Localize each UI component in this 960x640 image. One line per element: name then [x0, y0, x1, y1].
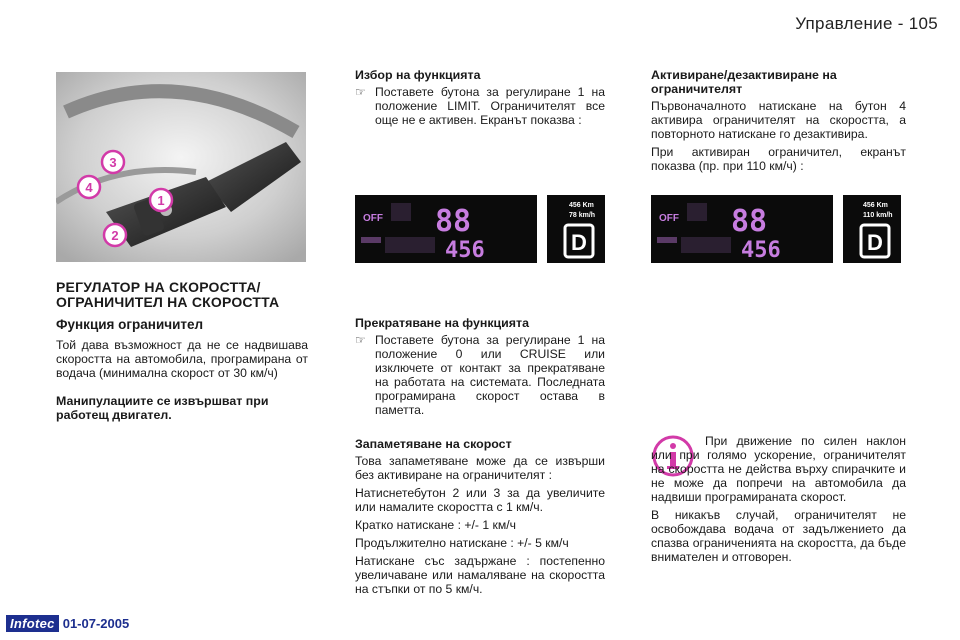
page-title: Управление - 105	[795, 14, 938, 33]
pointer-icon: ☞	[355, 333, 366, 347]
speed-digits: 88	[435, 204, 472, 239]
info-paragraph: В никакъв случай, ограничителят не освобождава водача от задължението да спазва ограниченията на скоростта, да бъде внимателен и отговорен.	[651, 508, 906, 564]
distance-digits: 456	[445, 238, 485, 263]
stalk-photo	[56, 72, 306, 262]
callout-2: 2	[111, 228, 119, 243]
heading-select: Избор на функцията	[355, 68, 481, 82]
lcd-side-1	[547, 195, 605, 263]
paragraph: Натискане със задържане : постепенно увеличаване или намаляване на скоростта на стъпки от по 5 км/ч.	[355, 554, 605, 596]
info-note	[651, 434, 906, 568]
column-middle-lower	[355, 316, 605, 600]
gear-indicator: D	[867, 230, 883, 255]
section-subtitle: Функция ограничител	[56, 317, 204, 332]
off-label: OFF	[363, 213, 383, 224]
section-title: РЕГУЛАТОР НА СКОРОСТТА/ ОГРАНИЧИТЕЛ НА СКОРОСТТА	[56, 279, 280, 310]
callout-1: 1	[157, 193, 165, 208]
column-right	[651, 68, 906, 177]
bullet-text: Поставете бутона за регулиране 1 на положение 0 или CRUISE или изключете от контакт за прекратяване на работата на системата. Последната програмирана скорост остава в паметта.	[375, 333, 605, 417]
limit-readout: 78 km/h	[569, 212, 596, 219]
paragraph: При активиран ограничител, екранът показва (пр. при 110 км/ч) :	[651, 145, 906, 173]
gear-indicator: D	[571, 230, 587, 255]
heading-stop: Прекратяване на функцията	[355, 316, 529, 330]
bullet-text: Поставете бутона за регулиране 1 на положение LIMIT. Ограничителят все още не е активен. Екранът показва :	[375, 85, 605, 127]
paragraph: Той дава възможност да не се надвишава скоростта на автомобила, програмирана от водача (минимална скорост от 30 км/ч)	[56, 338, 308, 380]
brand-logo: Infotec	[6, 615, 59, 632]
pointer-icon: ☞	[355, 85, 366, 99]
bullet-item	[355, 85, 605, 127]
range-readout: 456 Km	[863, 202, 888, 209]
column-left	[56, 280, 308, 425]
paragraph: Натиснетебутон 2 или 3 за да увеличите или намалите скоростта с 1 км/ч.	[355, 486, 605, 514]
note-heading: Манипулациите се извършват при работещ двигател.	[56, 394, 269, 422]
heading-memory: Запаметяване на скорост	[355, 437, 512, 451]
range-readout: 456 Km	[569, 202, 594, 209]
info-paragraph: При движение по силен наклон или при голямо ускорение, ограничителят на скоростта не действа върху спирачките и не може да попречи на автомобила да надвиши програмираната скорост.	[651, 434, 906, 504]
distance-digits: 456	[741, 238, 781, 263]
footer-date: 01-07-2005	[62, 616, 130, 631]
paragraph: Кратко натискане : +/- 1 км/ч	[355, 518, 516, 532]
lcd-side-2	[843, 195, 901, 263]
paragraph: Продължително натискане : +/- 5 км/ч	[355, 536, 569, 550]
paragraph: Това запаметяване може да се извърши без активиране на ограничителят :	[355, 454, 605, 482]
lcd-display-2	[651, 195, 833, 263]
lcd-display-1	[355, 195, 537, 263]
callout-3: 3	[109, 155, 117, 170]
limit-readout: 110 km/h	[863, 212, 893, 219]
paragraph: Първоначалното натискане на бутон 4 активира ограничителят на скоростта, а повторното натискане го дезактивира.	[651, 99, 906, 141]
info-text	[651, 434, 906, 564]
off-label: OFF	[659, 213, 679, 224]
heading-activate: Активиране/дезактивиране на ограничителят	[651, 68, 837, 96]
column-middle	[355, 68, 605, 127]
speed-digits: 88	[731, 204, 768, 239]
footer	[6, 615, 129, 632]
callout-4: 4	[85, 180, 93, 195]
bullet-item	[355, 333, 605, 417]
